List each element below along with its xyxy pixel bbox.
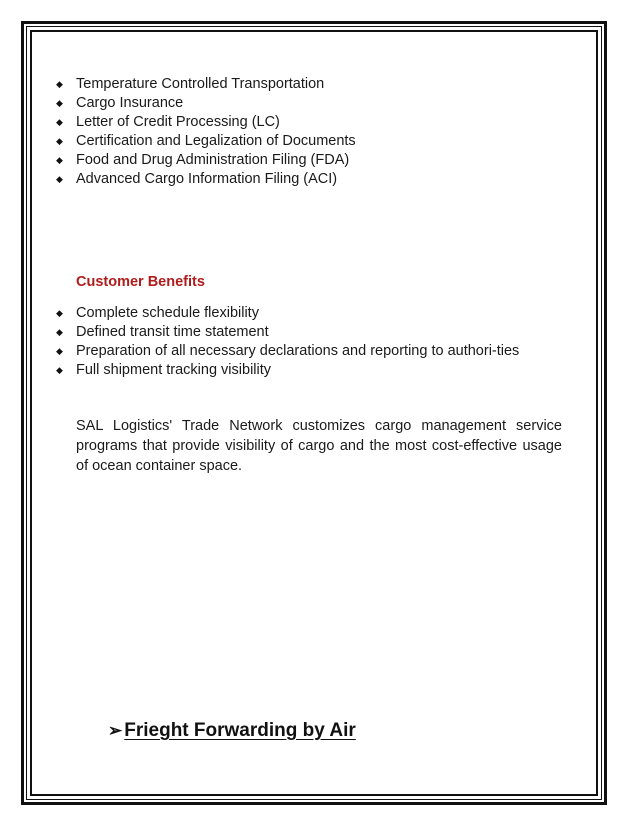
trade-network-paragraph: SAL Logistics' Trade Network customizes cargo management service programs that provide visibility of cargo and the most cost-effective usage of ocean container space. [76,418,562,474]
list-item: ◆ Letter of Credit Processing (LC) [56,114,280,130]
customer-benefits-heading: Customer Benefits [76,274,205,290]
bullet-icon: ◆ [56,98,63,108]
bullet-icon: ◆ [56,327,63,337]
list-item: ◆ Certification and Legalization of Documents [56,133,356,149]
list-item: ◆ Defined transit time statement [56,324,269,340]
bullet-icon: ◆ [56,346,63,356]
list-item: ◆ Cargo Insurance [56,95,184,111]
arrow-bullet-icon: ➢ [108,721,123,740]
bullet-icon: ◆ [56,136,63,146]
bullet-icon: ◆ [56,365,63,375]
section-heading-air-freight [108,720,356,742]
list-item: ◆ Preparation of all necessary declarations and reporting to authori-ties [56,343,520,359]
list-item: ◆ Complete schedule flexibility [56,305,259,321]
section-heading-text: Frieght Forwarding by Air [124,720,356,741]
customer-benefits-list [0,304,600,380]
bullet-icon: ◆ [56,174,63,184]
bullet-icon: ◆ [56,79,63,89]
bullet-icon: ◆ [56,308,63,318]
list-item: ◆ Advanced Cargo Information Filing (ACI) [56,171,338,187]
list-item: ◆ Food and Drug Administration Filing (FDA) [56,152,350,168]
list-item: ◆ Full shipment tracking visibility [56,362,272,378]
bullet-icon: ◆ [56,117,63,127]
bullet-icon: ◆ [56,155,63,165]
services-list [0,75,600,189]
list-item: ◆ Temperature Controlled Transportation [56,76,325,92]
